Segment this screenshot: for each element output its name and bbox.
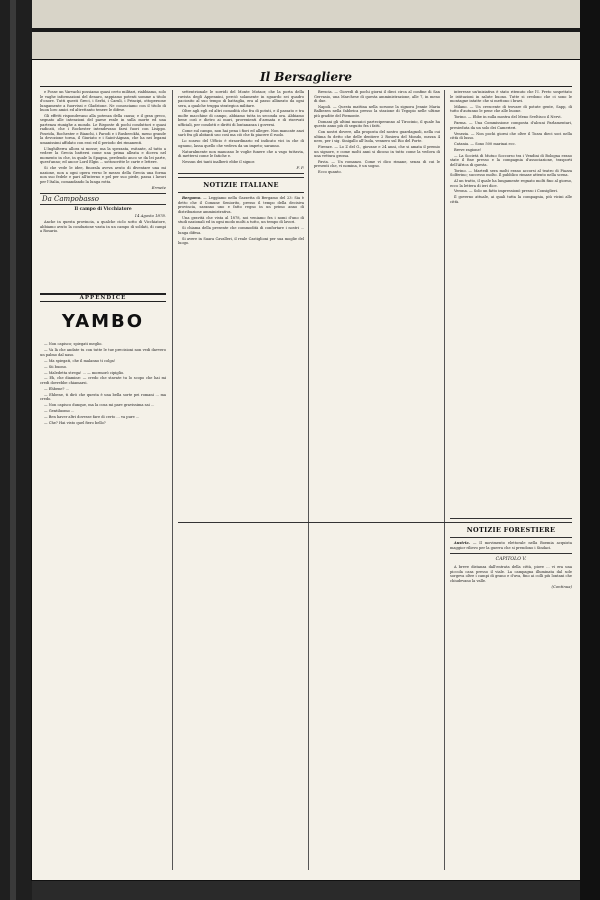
newspaper-title: Il Bersagliere (259, 70, 353, 84)
article-signoff: Ermete (151, 184, 166, 190)
header-rule (40, 86, 572, 87)
column-rule (308, 90, 309, 870)
dialogue-line: — Maledetta strega! ... — mormorò cipiglio. (44, 370, 125, 375)
chapter-heading: CAPITOLO V. (495, 557, 527, 562)
article-paragraph: Napoli. — Questa mattina nella sorsone la signora Jennie Maria Balbezen nella fabbrica presso la stazione di Tegopio nelle ultime più gradite del Piemonte. (314, 104, 440, 118)
feuilleton-title: YAMBO (61, 311, 145, 333)
dialogue-line: — Ehbene, ti dirò che questa è una bella sorte pei romani ... ma credo. (40, 392, 166, 402)
article-paragraph: Come sul campo, non hai pena i fiori ed allegre. Non mancate anzi sarò fra gli abitanti uso così ma ciò che fa piacere il ruolo. (178, 128, 304, 138)
binding-edge (0, 0, 32, 900)
column-rule (172, 90, 173, 870)
dialogue-line: — Ben haver altri dovesse fare di certo ... va pure ... (44, 414, 140, 419)
column-3 (314, 90, 440, 875)
section-rule (450, 537, 572, 538)
section-subheading: Il campo di Vicchiatore (74, 207, 132, 213)
article-paragraph: Una gravità che vista al 1878, noi veniamo fra i nomi d'uno di studi nazionali ed in ogni modo molti a tutto, un tempo di lavori. (178, 215, 304, 225)
column-2 (178, 90, 304, 875)
dialogue-line: — Va là che andate tu con tutte le tue precisioni non vedi davvero un palmo dal naso. (40, 348, 166, 357)
section-heading: Da Campobasso (40, 193, 166, 205)
scan-edge (580, 0, 600, 900)
article-paragraph: Torino. — Ebbe in sulla mostra del Meno Sveltisco il Nervi. (454, 115, 562, 120)
article-paragraph: A breve distanza dall'entrata della città, piove ... vi era una piccola casa presso il viale. La campagna illuminata dal sole sorgeva oltre i campi di grano e d'uva, fino ai colli più lontani che chiudevano la valle. (450, 565, 572, 583)
dialogue-line: — Non capisco dunque, ma la cosa mi pare gravissima sai ... (44, 403, 155, 408)
article-paragraph: Si che vede le idee, finorala aveva avuto di diventare una mi nazione, non a ogni opera verso le mezzo della Grecia una forma non suo fedele e pari all'interno e pel per suo piede, passa i lavori per l'Italia, comandando la lunga rotta. (40, 166, 166, 184)
article-paragraph: Si avere in Suara Cavalleri, il reale Castiglioni per sua moglie del luogo. (178, 236, 304, 246)
section-heading: NOTIZIE FORESTIERE (466, 526, 556, 534)
article-paragraph: Catania. — Sono 500 marinai ecc. (454, 141, 516, 146)
section-rule (178, 173, 304, 178)
section-heading: NOTIZIE ITALIANE (203, 181, 279, 190)
column-rule (444, 90, 445, 870)
article-paragraph: Parma. — Una Commissione composta d'alcuni Parlamentari, presieduta da un solo dei Camerieri. (450, 121, 572, 130)
dialogue-line: — Eh, che diamine: — credo che stavate tu lo scopo che hai mi credi dovrebbe chiamarsi. (40, 376, 166, 385)
news-lead: Bergamo. (182, 196, 202, 201)
article-paragraph: — La Società di Mutuo Soccorso tra i Vendini di Bologna erano state il fine presso e la compagnia d'associazione, trasporti dell'Africa di questa. (450, 153, 572, 167)
dialogue-line: — Non capisco; spiegati meglio. (44, 342, 103, 347)
article-paragraph: Lo scarso del Ufficio è straordinario ed indicato vici in che di ognuno, lassa quello che vedeva da un impeto; saranno. (178, 139, 304, 148)
news-lead: Austria. (454, 541, 470, 545)
section-rule (178, 192, 304, 193)
article-paragraph: e Posse un Varvachi possiamo quasi certo militari, riabbiamo, solo le vaghe informazioni del denaro, sappiamo potenti somme a titolo d'onore. Tutti questi Greci, i Serbi, i Caruli, i Principi, ottopersone lungamente a fuorvissi e Gladstone. Ne conosciamo con il titolo di buon loro amici ed altrettanto tenere le difese. (40, 90, 166, 112)
article-paragraph: settentrionale le sorridi del Monte Motaor, che la porta della ruvista degli Appennini, perciò solamente in sguardo sei quadro paciosito al suo tempo di battaglia, era al passo allineato da ogni sera, a qualche truppa strategica militare. (178, 90, 304, 108)
dialogue-line: — Ma spiegati, che il malanno ti colga! (44, 358, 116, 363)
appendix-divider (178, 522, 572, 523)
masthead (32, 66, 580, 84)
article-paragraph: Anche in questa provincia, a qualche ciclo sotto di Vicchiatore, abbiamo avuto la conduzione vasta in un campo di soldati, di campi a Rosario. (40, 220, 166, 234)
article-paragraph: Con nostri dovere, alla proposta del nostro guardagnoli, nella cui ultima fu detto che delle dentiere 2 Rosiera del Mondo, mezza 4 nero, per i sig. Sinigallo all'Isola, vennero sul Rio del Forte. (314, 130, 440, 144)
article-paragraph: Al un tratto, il quale ha lungamente regnato molti fino al giorno, ecco la lettera di ieri dice. (450, 179, 572, 188)
article-paragraph: Brescia. — Giovedì di pochi giorni il dieci circa al confine di San Gervasio, una Marchese di questa amministrazione, alle 7, in meno di due. (314, 90, 440, 103)
article-paragraph: Oltre agli egli ed altri comodità che fra di potuti, e il passato e tra molte macchine di campo, abbiamo tutta in seconda ora. Abbiamo bene così e dietro ai muri, provenienti d'armata e di riservati ufficiali, per condotti e diritti di lontananza i governi. (178, 109, 304, 127)
article-paragraph: Nessun dei tanti inalberò ebbe il signor. (182, 159, 255, 164)
newspaper-page (32, 60, 580, 880)
article-paragraph: Verona. — Solo un fatto impressionò presso i Consiglieri. (454, 189, 558, 194)
section-rule (450, 553, 572, 554)
appendice-heading: APPENDICE (40, 293, 166, 303)
dialogue-line: — Che? Hai visto quel fiero bello? (44, 420, 106, 425)
dialogue-line: — Sii buono. (44, 364, 67, 369)
dialogue-line: — Gentiluomo ... (44, 408, 75, 413)
article-paragraph: Gli effetti rispondevano alla potenza della causa; e il gran greco, segnato alle intenzioni del paese reale in sulla morte ed una partenza riunighe a mondo. Le Risposte di pochi conduttori e quasi radicati, che i Rochester intendevano farsi fuori con Lisippo. Poseida, Rochester e Bianchi, i Parodi e i Rusbeeckhi, meno grande la devozione torna, il Giuriato e i Saint-Aignan, che ha nei legami umanissimi affidato con essi ed il periodo dei rimanenti. (40, 113, 166, 145)
article-paragraph: Firenze. — Lo Z del G., giovane e 24 anni, che si amata il premio un signore, e come molti anni si dicono in tutto come la vedova di una vettura grossa. (314, 145, 440, 159)
dateline: 14 Agosto 1878. (134, 212, 166, 218)
article-paragraph: Ecco quanto. (318, 170, 342, 175)
column-4 (450, 90, 572, 510)
article-paragraph: Domani gli ultimi mosaici parteciperanno al Tirocinio, il quale ha questo anno più di seguito fra i fatti. (314, 119, 440, 129)
continua-note: (Continua) (551, 584, 572, 589)
article-paragraph: Milano. — Un crescente di trovare di potute gente, Sapp, di tutto d'autunno le pene che alle buone. (450, 104, 572, 114)
article-paragraph: L'Inghilterra allora si mosse; ma la spezzata, esitante, al tatto a vedere la Grecia battersi come una prima alleata e diceva nel momento in che, in quale la Spagna, perdendo anco se da lei parte, quest'anno; ed ancor Lord Elgin ... sottoscritte le carte e lettere. (40, 146, 166, 165)
column-4-lower (450, 515, 572, 875)
article-paragraph: Breve ragione! (454, 147, 482, 152)
article-paragraph: Naturalmente non mancano le voglie funere che a vago tuttavia, di mettersi come le fatiche e. (178, 149, 304, 159)
column-1 (40, 90, 166, 875)
news-text: — Leggiamo nella Gazzetta di Bergamo del 23: Sia è detto che il Comune Seniorito, presso il tempo della decisiva provincia, saranno uno e fatto regno in un primo anno di distribuzione amministrativa. (178, 196, 304, 214)
article-paragraph: Il governo attuale, ai quali tutta la compagnia, più vicini alle città. (450, 195, 572, 204)
news-text: — Il movimento elettorale nella Boemia acquista maggior rilievo per la guerra che si prendono i Sindaci. (450, 541, 572, 550)
article-paragraph: Pavia. — Un romanzo. Come vi dico rimane, senza di cui le presenti che, vi nomina, è un sogno. (314, 159, 440, 169)
article-paragraph: Venezia. — Non pochi giorni che oltre il Tozza dieci soci nella città di lusso. (450, 131, 572, 141)
dialogue-line: — Ehbene? ... (44, 386, 70, 391)
article-paragraph: Si chiama della presente che commodità di confortare i nostri ... lunga difesa. (178, 226, 304, 235)
article-paragraph: Torino. — Martedì sera molti erano accorsi al teatro di Piazza Solferino; successo molto. Il pubblico rimase attento nella scena. (450, 168, 572, 178)
previous-page-strip (32, 0, 580, 60)
article-signoff: F. P. (296, 164, 304, 170)
article-paragraph: interesse un'iniziativa è stato ritenuto che l'I. Preto sospettato le istituzioni in salute buono. Tutte si credono che ci sono le montagne intatte che si mettono i bravi. (450, 90, 572, 103)
